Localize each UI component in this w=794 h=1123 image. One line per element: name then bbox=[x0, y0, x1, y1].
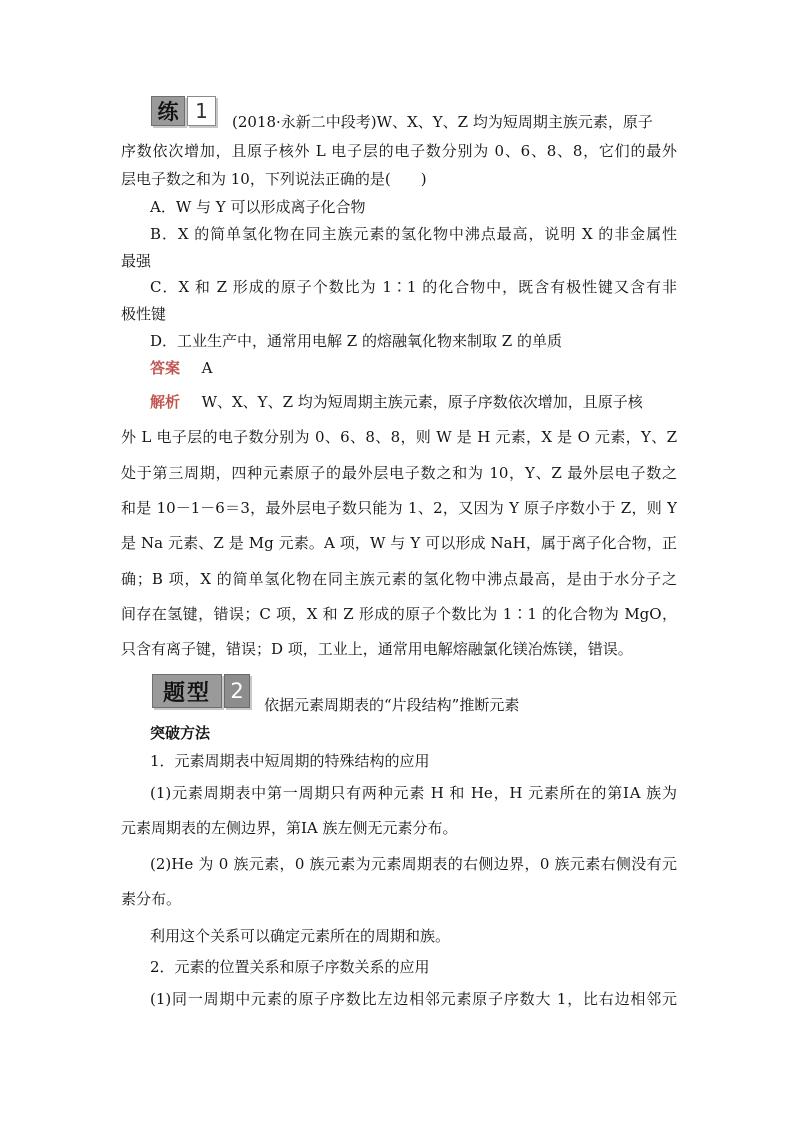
analysis-label: 解析 bbox=[150, 393, 181, 411]
analysis-text-1: W、X、Y、Z 均为短周期主族元素，原子序数依次增加，且原子核 bbox=[201, 393, 643, 411]
analysis-line-2: 外 L 电子层的电子数分别为 0、6、8、8，则 W 是 H 元素，X 是 O 元素，Y、Z bbox=[121, 428, 677, 446]
analysis-line-4: 和是 10－1－6＝3，最外层电子数只能为 1、2，又因为 Y 原子序数小于 Z，则 Y bbox=[121, 499, 677, 517]
analysis-line-5: 是 Na 元素、Z 是 Mg 元素。A 项，W 与 Y 可以形成 NaH，属于离子化合物，正 bbox=[121, 534, 677, 552]
option-b-line-1: B．X 的简单氢化物在同主族元素的氢化物中沸点最高，说明 X 的非金属性 bbox=[150, 225, 677, 243]
practice-badge-label: 练 bbox=[151, 96, 185, 126]
answer-label: 答案 bbox=[150, 359, 181, 377]
question-line-1: (2018·永新二中段考)W、X、Y、Z 均为短周期主族元素，原子 bbox=[232, 113, 653, 131]
analysis-line-3: 处于第三周期，四种元素原子的最外层电子数之和为 10，Y、Z 最外层电子数之 bbox=[121, 464, 677, 482]
option-b-line-2: 最强 bbox=[121, 252, 152, 270]
point1-summary: 利用这个关系可以确定元素所在的周期和族。 bbox=[150, 927, 451, 945]
point1-para2-line1: (2)He 为 0 族元素，0 族元素为元素周期表的右侧边界，0 族元素右侧没有元 bbox=[150, 855, 677, 873]
option-d: D．工业生产中，通常用电解 Z 的熔融氧化物来制取 Z 的单质 bbox=[150, 332, 562, 350]
section-badge-number: 2 bbox=[224, 674, 250, 708]
question-line-2: 序数依次增加，且原子核外 L 电子层的电子数分别为 0、6、8、8，它们的最外 bbox=[121, 142, 677, 160]
option-c-line-2: 极性键 bbox=[121, 305, 167, 323]
method-heading: 突破方法 bbox=[150, 724, 211, 742]
analysis-line-8: 只含有离子键，错误；D 项，工业上，通常用电解熔融氯化镁冶炼镁，错误。 bbox=[121, 640, 633, 658]
practice-badge bbox=[151, 96, 216, 126]
section-badge bbox=[152, 674, 250, 708]
point2-heading: 2．元素的位置关系和原子序数关系的应用 bbox=[150, 958, 430, 976]
option-c-line-1: C．X 和 Z 形成的原子个数比为 1∶1 的化合物中，既含有极性键又含有非 bbox=[150, 278, 677, 296]
point1-para2-line2: 素分布。 bbox=[121, 890, 182, 908]
point1-para1-line2: 元素周期表的左侧边界，第ⅠA 族左侧无元素分布。 bbox=[121, 819, 458, 837]
section-title: 依据元素周期表的“片段结构”推断元素 bbox=[264, 696, 520, 714]
analysis-line-7: 间存在氢键，错误；C 项，X 和 Z 形成的原子个数比为 1∶1 的化合物为 MgO， bbox=[121, 605, 677, 623]
section-badge-label: 题型 bbox=[152, 674, 222, 708]
question-line-3: 层电子数之和为 10，下列说法正确的是( ) bbox=[121, 170, 427, 188]
point1-para1-line1: (1)元素周期表中第一周期只有两种元素 H 和 He，H 元素所在的第ⅠA 族为 bbox=[150, 784, 677, 802]
option-a: A．W 与 Y 可以形成离子化合物 bbox=[150, 198, 366, 216]
analysis-line-1 bbox=[150, 391, 677, 413]
point2-para1-line1: (1)同一周期中元素的原子序数比左边相邻元素原子序数大 1，比右边相邻元 bbox=[150, 990, 677, 1008]
analysis-line-6: 确；B 项，X 的简单氢化物在同主族元素的氢化物中沸点最高，是由于水分子之 bbox=[121, 570, 677, 588]
answer-value: A bbox=[201, 359, 213, 377]
answer-line bbox=[150, 357, 677, 379]
practice-badge-number: 1 bbox=[187, 96, 216, 126]
point1-heading: 1．元素周期表中短周期的特殊结构的应用 bbox=[150, 752, 430, 770]
